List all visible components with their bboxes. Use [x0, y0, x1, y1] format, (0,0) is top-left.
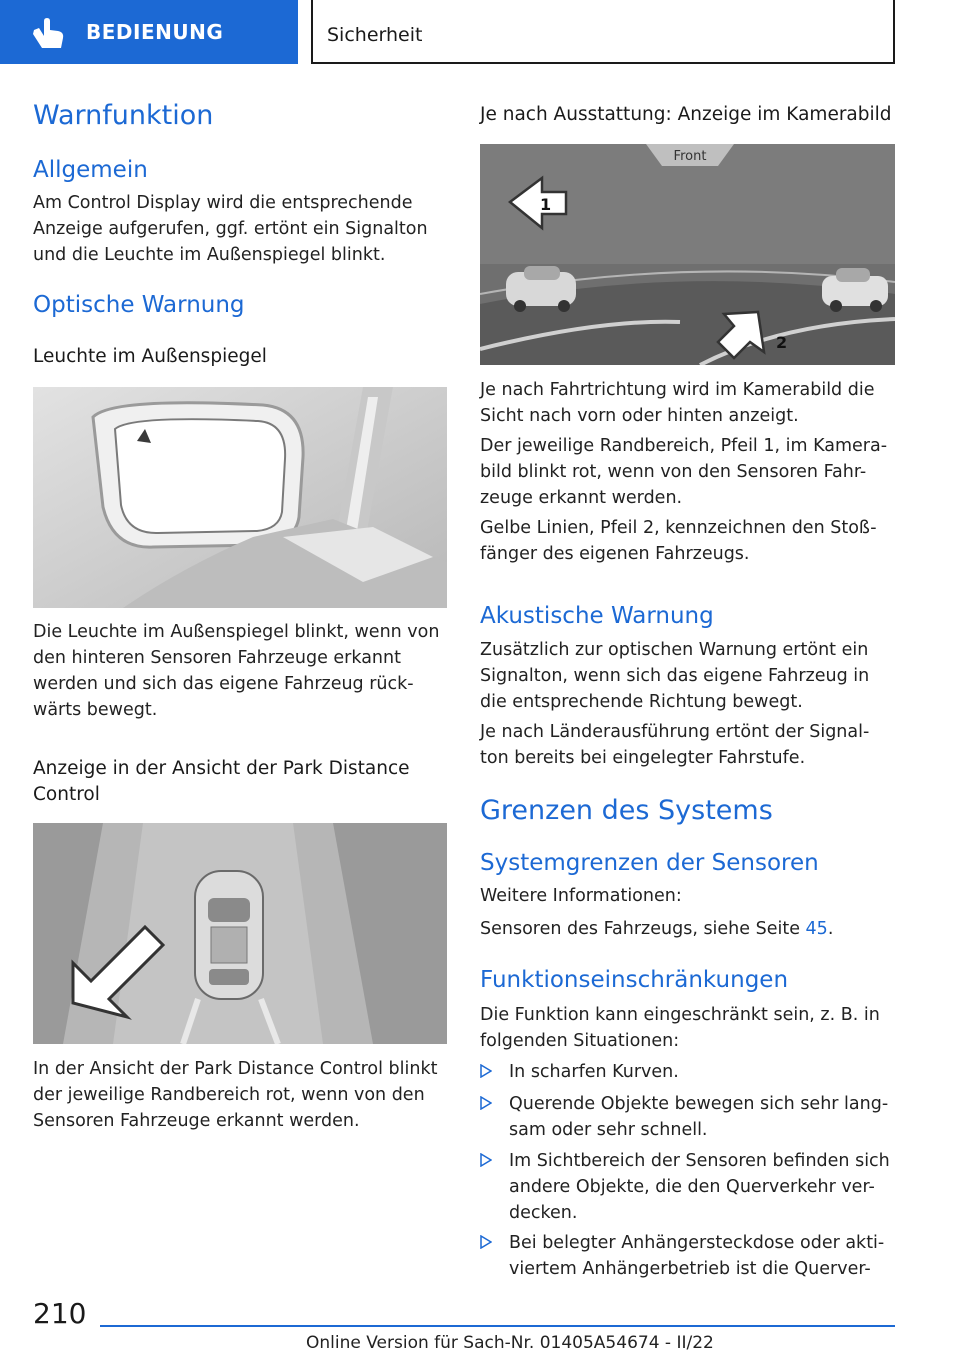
paragraph-weitere: Weitere Informationen: [480, 886, 682, 906]
paragraph-kamera-1: Je nach Fahrtrichtung wird im Kamerabild die Sicht nach vorn oder hinten anzeigt. [480, 380, 875, 426]
paragraph-akustisch-2: Je nach Länderausführung ertönt der Signal-ton bereits bei eingelegter Fahrstufe. [480, 722, 870, 768]
triangle-bullet-icon [480, 1064, 492, 1078]
camera-illustration [480, 144, 895, 365]
heading-anzeige-pdc: Anzeige in der Ansicht der Park Distance Control [33, 758, 410, 805]
paragraph-funktion: Die Funktion kann eingeschränkt sein, z. B. in folgenden Situationen: [480, 1005, 880, 1051]
heading-allgemein: Allgemein [33, 157, 148, 183]
heading-kamerabild: Je nach Ausstattung: Anzeige im Kamerabild [480, 104, 892, 125]
camera-arrow-2-label: 2 [776, 333, 788, 352]
section-tab [0, 0, 298, 64]
paragraph-akustisch-1: Zusätzlich zur optischen Warnung ertönt ein Signalton, wenn sich das eigene Fahrzeug in die entsprechende Richtung bewegt. [480, 640, 870, 712]
list-item-text: In scharfen Kurven. [509, 1062, 679, 1082]
camera-front-label: Front [673, 149, 707, 164]
mirror-image [33, 387, 447, 608]
list-item-text: Im Sichtbereich der Sensoren befinden sich andere Objekte, die den Querverkehr ver-decken. [509, 1151, 890, 1223]
page-number: 210 [33, 1297, 87, 1330]
sensoren-end: . [827, 919, 834, 939]
paragraph-kamera-3: Gelbe Linien, Pfeil 2, kennzeichnen den Stoß-fänger des eigenen Fahrzeugs. [480, 518, 877, 564]
heading-warnfunktion: Warnfunktion [33, 100, 214, 131]
footer-online-version: Online Version für Sach-Nr. 01405A54674 - II/22 [306, 1333, 714, 1353]
triangle-bullet-icon [480, 1153, 492, 1167]
camera-image [480, 144, 895, 365]
mirror-illustration [33, 387, 447, 608]
heading-grenzen: Grenzen des Systems [480, 795, 773, 826]
heading-systemgrenzen: Systemgrenzen der Sensoren [480, 850, 819, 876]
triangle-bullet-icon [480, 1096, 492, 1110]
topic-header [311, 0, 895, 64]
page-link-45[interactable]: 45 [805, 919, 828, 939]
list-item-text: Querende Objekte bewegen sich sehr lang-sam oder sehr schnell. [509, 1094, 889, 1140]
heading-leuchte: Leuchte im Außenspiegel [33, 346, 267, 367]
paragraph-pdc: In der Ansicht der Park Distance Control blinkt der jeweilige Randbereich rot, wenn von den Sensoren Fahrzeuge erkannt werden. [33, 1059, 438, 1131]
paragraph-kamera-2: Der jeweilige Randbereich, Pfeil 1, im Kamera-bild blinkt rot, wenn von den Sensoren Fahr-zeuge erkannt werden. [480, 436, 888, 508]
list-item-text: Bei belegter Anhängersteckdose oder akti-viertem Anhängerbetrieb ist die Querver- [509, 1233, 885, 1279]
car-left [506, 266, 576, 312]
heading-optische-warnung: Optische Warnung [33, 292, 245, 318]
section-label: BEDIENUNG [86, 20, 224, 44]
triangle-bullet-icon [480, 1235, 492, 1249]
paragraph-leuchte: Die Leuchte im Außenspiegel blinkt, wenn von den hinteren Sensoren Fahrzeuge erkannt werden und sich das eigene Fahrzeug rück-wärts bewegt. [33, 622, 440, 720]
paragraph-sensoren [480, 916, 894, 942]
sensoren-text: Sensoren des Fahrzeugs, siehe Seite [480, 919, 806, 939]
camera-arrow-1-label: 1 [540, 195, 552, 214]
hand-pointer-icon [28, 16, 68, 52]
pdc-image [33, 823, 447, 1044]
paragraph-allgemein: Am Control Display wird die entsprechende Anzeige aufgerufen, ggf. ertönt ein Signalton und die Leuchte im Außenspiegel blinkt. [33, 193, 428, 265]
heading-akustische-warnung: Akustische Warnung [480, 603, 714, 629]
heading-funktionseinschraenkungen: Funktionseinschränkungen [480, 967, 789, 993]
pdc-illustration [33, 823, 447, 1044]
footer-divider [100, 1325, 895, 1327]
topic-label: Sicherheit [327, 24, 423, 46]
